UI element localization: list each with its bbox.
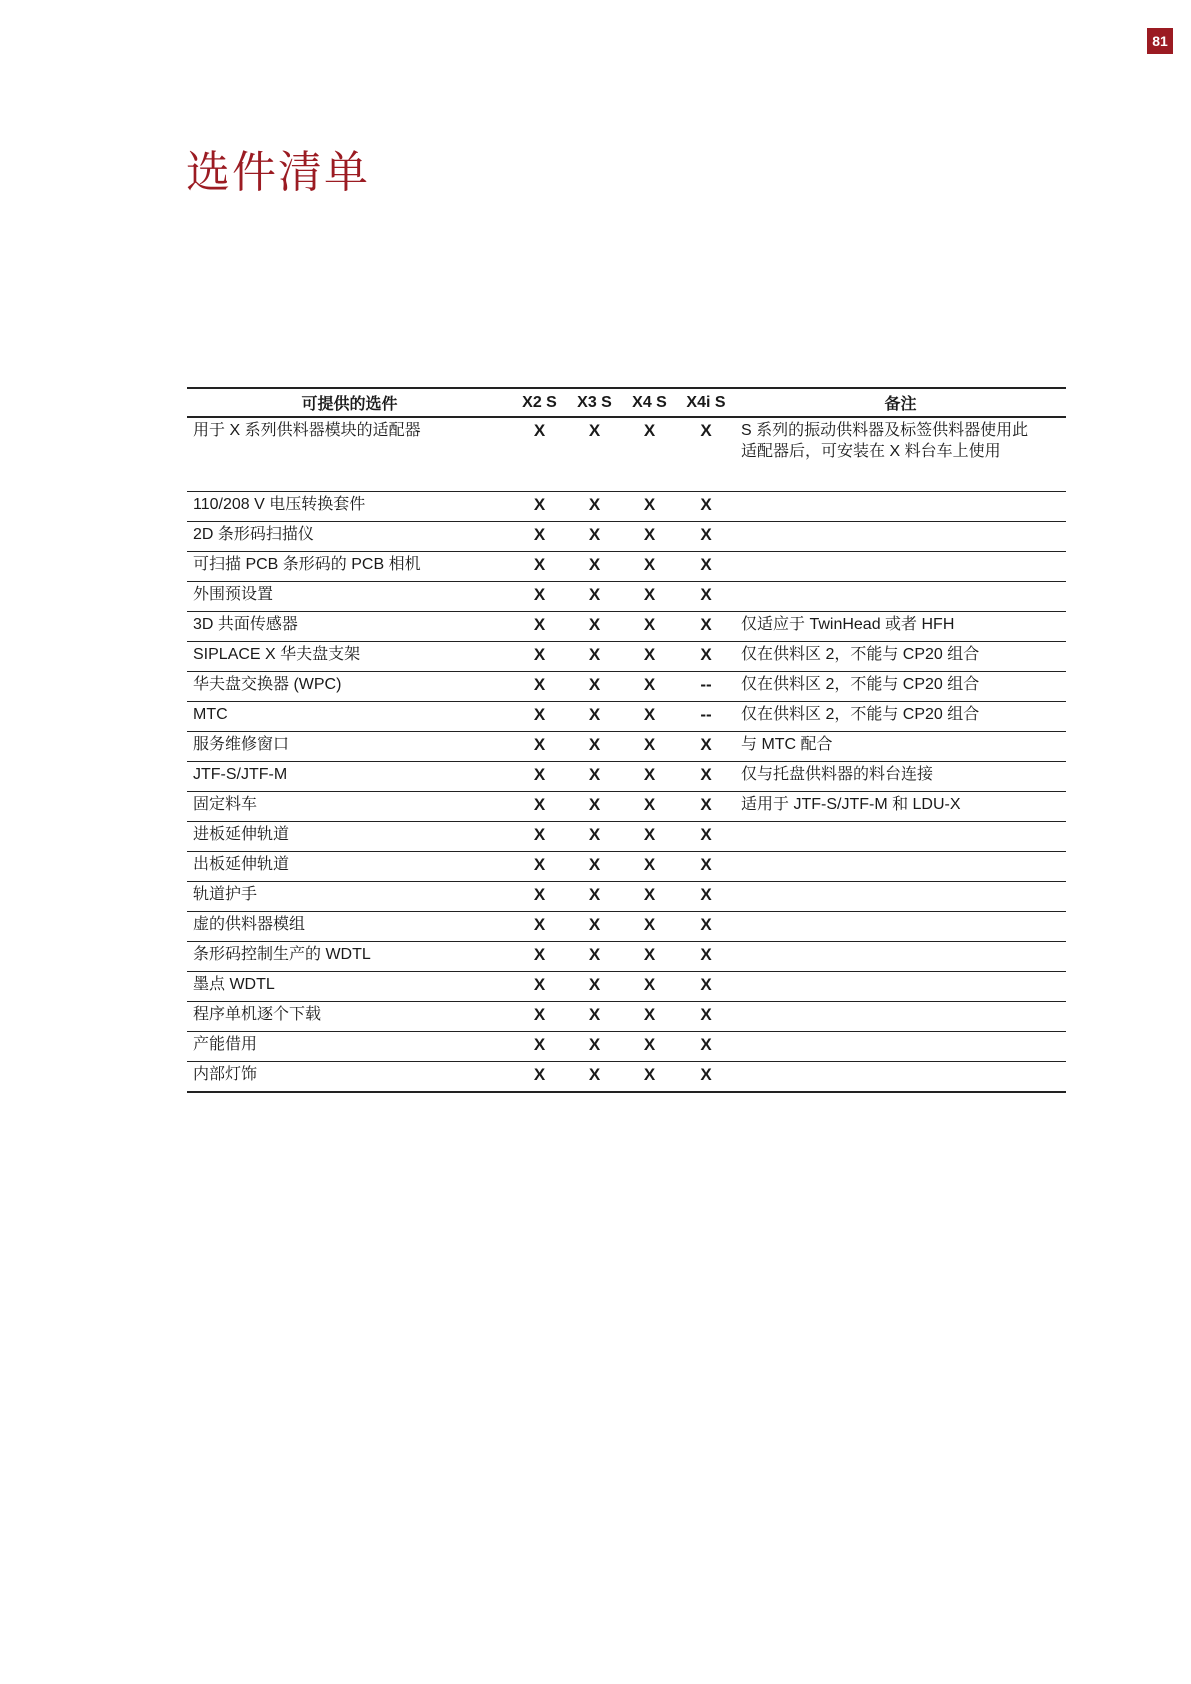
remark-cell [735, 882, 1066, 912]
availability-mark-cell: X [677, 822, 735, 852]
table-row [187, 852, 1066, 882]
option-name-cell: SIPLACE X 华夫盘支架 [187, 642, 512, 672]
option-name-cell: 产能借用 [187, 1032, 512, 1062]
availability-mark-cell: X [512, 1032, 567, 1062]
table-header-row [187, 388, 1066, 417]
availability-mark-cell: X [677, 942, 735, 972]
availability-mark-cell: X [622, 522, 677, 552]
table-row [187, 1002, 1066, 1032]
availability-mark-cell: X [622, 1062, 677, 1093]
availability-mark-cell: X [567, 612, 622, 642]
availability-mark-cell: X [622, 972, 677, 1002]
option-name-cell: 固定料车 [187, 792, 512, 822]
availability-mark-cell: X [567, 972, 622, 1002]
table-row [187, 522, 1066, 552]
option-name-cell: 轨道护手 [187, 882, 512, 912]
availability-mark-cell: X [567, 942, 622, 972]
availability-mark-cell: X [567, 1062, 622, 1093]
availability-mark-cell: X [677, 972, 735, 1002]
availability-mark-cell: X [567, 822, 622, 852]
availability-mark-cell: X [622, 942, 677, 972]
availability-mark-cell: X [567, 1002, 622, 1032]
header-option: 可提供的选件 [187, 388, 512, 417]
availability-mark-cell: X [622, 882, 677, 912]
availability-mark-cell: X [677, 852, 735, 882]
availability-mark-cell: X [622, 852, 677, 882]
table-row [187, 552, 1066, 582]
header-x4s: X4 S [622, 388, 677, 417]
availability-mark-cell: X [512, 912, 567, 942]
availability-mark-cell: X [512, 1062, 567, 1093]
option-name-cell: 2D 条形码扫描仪 [187, 522, 512, 552]
option-name-cell: 用于 X 系列供料器模块的适配器 [187, 417, 512, 492]
table-row [187, 672, 1066, 702]
availability-mark-cell: X [567, 672, 622, 702]
availability-mark-cell: X [677, 612, 735, 642]
availability-mark-cell: -- [677, 702, 735, 732]
availability-mark-cell: X [622, 417, 677, 492]
remark-cell [735, 552, 1066, 582]
availability-mark-cell: X [512, 492, 567, 522]
header-x3s: X3 S [567, 388, 622, 417]
availability-mark-cell: X [512, 762, 567, 792]
availability-mark-cell: X [567, 582, 622, 612]
availability-mark-cell: X [567, 702, 622, 732]
availability-mark-cell: X [677, 762, 735, 792]
table-body [187, 417, 1066, 1092]
availability-mark-cell: X [677, 1002, 735, 1032]
table-row [187, 732, 1066, 762]
availability-mark-cell: X [622, 582, 677, 612]
availability-mark-cell: X [622, 702, 677, 732]
availability-mark-cell: X [622, 642, 677, 672]
availability-mark-cell: X [677, 792, 735, 822]
remark-cell: 与 MTC 配合 [735, 732, 1066, 762]
table-row [187, 882, 1066, 912]
page-number: 81 [1147, 28, 1173, 54]
option-name-cell: 程序单机逐个下载 [187, 1002, 512, 1032]
availability-mark-cell: X [512, 1002, 567, 1032]
availability-mark-cell: X [512, 822, 567, 852]
availability-mark-cell: X [512, 522, 567, 552]
option-name-cell: 虚的供料器模组 [187, 912, 512, 942]
remark-cell: 适用于 JTF-S/JTF-M 和 LDU-X [735, 792, 1066, 822]
availability-mark-cell: X [567, 882, 622, 912]
table-row [187, 1032, 1066, 1062]
availability-mark-cell: X [512, 672, 567, 702]
table-row [187, 582, 1066, 612]
availability-mark-cell: X [567, 792, 622, 822]
table-row [187, 492, 1066, 522]
availability-mark-cell: X [677, 552, 735, 582]
availability-mark-cell: X [512, 702, 567, 732]
remark-cell: 仅在供料区 2，不能与 CP20 组合 [735, 642, 1066, 672]
remark-cell [735, 822, 1066, 852]
availability-mark-cell: X [622, 1002, 677, 1032]
availability-mark-cell: X [677, 522, 735, 552]
remark-cell [735, 582, 1066, 612]
table-row [187, 702, 1066, 732]
availability-mark-cell: X [677, 732, 735, 762]
availability-mark-cell: X [512, 642, 567, 672]
remark-cell: 仅在供料区 2，不能与 CP20 组合 [735, 702, 1066, 732]
table-row [187, 912, 1066, 942]
availability-mark-cell: X [677, 1062, 735, 1093]
option-name-cell: 110/208 V 电压转换套件 [187, 492, 512, 522]
table-row [187, 762, 1066, 792]
remark-cell [735, 942, 1066, 972]
remark-cell [735, 492, 1066, 522]
availability-mark-cell: X [622, 492, 677, 522]
availability-mark-cell: X [512, 612, 567, 642]
remark-cell [735, 522, 1066, 552]
option-name-cell: JTF-S/JTF-M [187, 762, 512, 792]
page-title: 选件清单 [186, 147, 370, 198]
availability-mark-cell: X [512, 417, 567, 492]
option-name-cell: 华夫盘交换器 (WPC) [187, 672, 512, 702]
availability-mark-cell: X [567, 642, 622, 672]
option-name-cell: MTC [187, 702, 512, 732]
availability-mark-cell: X [622, 792, 677, 822]
table-row [187, 942, 1066, 972]
option-name-cell: 外围预设置 [187, 582, 512, 612]
remark-cell [735, 1062, 1066, 1093]
availability-mark-cell: X [512, 942, 567, 972]
availability-mark-cell: X [567, 762, 622, 792]
header-x2s: X2 S [512, 388, 567, 417]
availability-mark-cell: X [567, 912, 622, 942]
table-row [187, 642, 1066, 672]
options-table [187, 387, 1066, 1093]
remark-cell [735, 1032, 1066, 1062]
remark-cell: S 系列的振动供料器及标签供料器使用此适配器后，可安装在 X 料台车上使用 [735, 417, 1066, 492]
availability-mark-cell: X [567, 552, 622, 582]
availability-mark-cell: X [512, 852, 567, 882]
availability-mark-cell: X [512, 792, 567, 822]
availability-mark-cell: X [622, 552, 677, 582]
availability-mark-cell: X [677, 492, 735, 522]
table-row [187, 792, 1066, 822]
availability-mark-cell: X [567, 1032, 622, 1062]
remark-cell [735, 852, 1066, 882]
availability-mark-cell: X [622, 612, 677, 642]
remark-cell: 仅在供料区 2，不能与 CP20 组合 [735, 672, 1066, 702]
header-x4is: X4i S [677, 388, 735, 417]
availability-mark-cell: X [677, 642, 735, 672]
availability-mark-cell: X [512, 582, 567, 612]
option-name-cell: 服务维修窗口 [187, 732, 512, 762]
availability-mark-cell: X [622, 762, 677, 792]
options-table-container [187, 387, 1066, 1093]
remark-cell: 仅适应于 TwinHead 或者 HFH [735, 612, 1066, 642]
remark-cell [735, 912, 1066, 942]
availability-mark-cell: X [567, 852, 622, 882]
option-name-cell: 可扫描 PCB 条形码的 PCB 相机 [187, 552, 512, 582]
availability-mark-cell: X [512, 972, 567, 1002]
availability-mark-cell: X [622, 822, 677, 852]
availability-mark-cell: X [677, 1032, 735, 1062]
header-remarks: 备注 [735, 388, 1066, 417]
remark-cell: 仅与托盘供料器的料台连接 [735, 762, 1066, 792]
option-name-cell: 3D 共面传感器 [187, 612, 512, 642]
availability-mark-cell: X [677, 417, 735, 492]
availability-mark-cell: X [567, 417, 622, 492]
table-row [187, 612, 1066, 642]
table-row [187, 822, 1066, 852]
availability-mark-cell: -- [677, 672, 735, 702]
availability-mark-cell: X [512, 732, 567, 762]
availability-mark-cell: X [677, 912, 735, 942]
availability-mark-cell: X [677, 582, 735, 612]
availability-mark-cell: X [622, 672, 677, 702]
availability-mark-cell: X [567, 732, 622, 762]
availability-mark-cell: X [622, 912, 677, 942]
availability-mark-cell: X [677, 882, 735, 912]
table-row [187, 972, 1066, 1002]
option-name-cell: 内部灯饰 [187, 1062, 512, 1093]
option-name-cell: 出板延伸轨道 [187, 852, 512, 882]
availability-mark-cell: X [567, 522, 622, 552]
availability-mark-cell: X [622, 732, 677, 762]
table-row [187, 1062, 1066, 1093]
availability-mark-cell: X [512, 552, 567, 582]
table-row [187, 417, 1066, 492]
option-name-cell: 进板延伸轨道 [187, 822, 512, 852]
availability-mark-cell: X [567, 492, 622, 522]
option-name-cell: 墨点 WDTL [187, 972, 512, 1002]
remark-cell [735, 972, 1066, 1002]
availability-mark-cell: X [512, 882, 567, 912]
availability-mark-cell: X [622, 1032, 677, 1062]
remark-cell [735, 1002, 1066, 1032]
option-name-cell: 条形码控制生产的 WDTL [187, 942, 512, 972]
